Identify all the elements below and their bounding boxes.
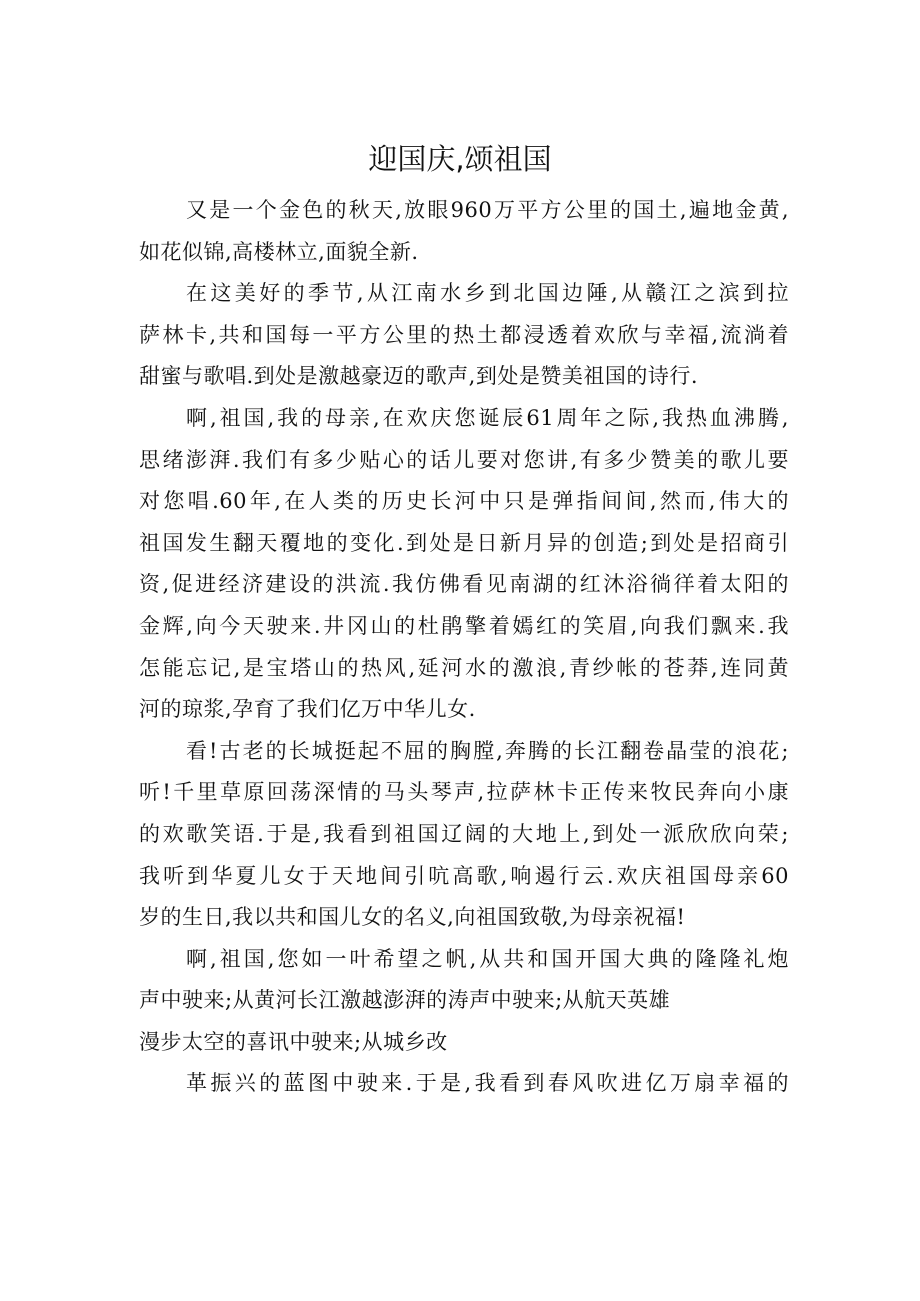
paragraph-4-line-3: 的欢歌笑语.于是,我看到祖国辽阔的大地上,到处一派欣欣向荣; (139, 821, 789, 846)
paragraph-3-line-6: 金辉,向今天驶来.井冈山的杜鹃擎着嫣红的笑眉,向我们飘来.我 (139, 613, 789, 638)
paragraph-5-line-1: 啊,祖国,您如一叶希望之帆,从共和国开国大典的隆隆礼炮 (186, 946, 789, 971)
document-title: 迎国庆,颂祖国 (368, 142, 552, 176)
paragraph-1-line-2: 如花似锦,高楼林立,面貌全新. (139, 239, 419, 264)
paragraph-4-line-5: 岁的生日,我以共和国儿女的名义,向祖国致敬,为母亲祝福! (139, 905, 686, 930)
paragraph-4-line-1: 看!古老的长城挺起不屈的胸膛,奔腾的长江翻卷晶莹的浪花; (186, 738, 789, 763)
paragraph-2-line-3: 甜蜜与歌唱.到处是激越豪迈的歌声,到处是赞美祖国的诗行. (139, 364, 699, 389)
paragraph-5-line-2: 声中驶来;从黄河长江激越澎湃的涛声中驶来;从航天英雄 (139, 988, 671, 1013)
paragraph-2-line-1: 在这美好的季节,从江南水乡到北国边陲,从赣江之滨到拉 (186, 281, 789, 306)
paragraph-4-line-2: 听!千里草原回荡深情的马头琴声,拉萨林卡正传来牧民奔向小康 (139, 780, 789, 805)
paragraph-3-line-1: 啊,祖国,我的母亲,在欢庆您诞辰61周年之际,我热血沸腾, (186, 405, 789, 430)
paragraph-6-line-1: 革振兴的蓝图中驶来.于是,我看到春风吹进亿万扇幸福的 (186, 1071, 789, 1096)
document-body (139, 190, 789, 1105)
paragraph-2-line-2: 萨林卡,共和国每一平方公里的热土都浸透着欢欣与幸福,流淌着 (139, 322, 789, 347)
paragraph-3-line-2: 思绪澎湃.我们有多少贴心的话儿要对您讲,有多少赞美的歌儿要 (139, 447, 789, 472)
paragraph-3-line-8: 河的琼浆,孕育了我们亿万中华儿女. (139, 697, 476, 722)
paragraph-3-line-4: 祖国发生翻天覆地的变化.到处是日新月异的创造;到处是招商引 (139, 530, 789, 555)
paragraph-5-line-3: 漫步太空的喜讯中驶来;从城乡改 (139, 1029, 448, 1054)
paragraph-3-line-7: 怎能忘记,是宝塔山的热风,延河水的激浪,青纱帐的苍莽,连同黄 (139, 655, 789, 680)
paragraph-4-line-4: 我听到华夏儿女于天地间引吭高歌,响遏行云.欢庆祖国母亲60 (139, 863, 789, 888)
paragraph-3-line-5: 资,促进经济建设的洪流.我仿佛看见南湖的红沐浴徜徉着太阳的 (139, 572, 789, 597)
paragraph-3-line-3: 对您唱.60年,在人类的历史长河中只是弹指间间,然而,伟大的 (139, 489, 789, 514)
paragraph-1-line-1: 又是一个金色的秋天,放眼960万平方公里的国土,遍地金黄, (186, 198, 789, 222)
